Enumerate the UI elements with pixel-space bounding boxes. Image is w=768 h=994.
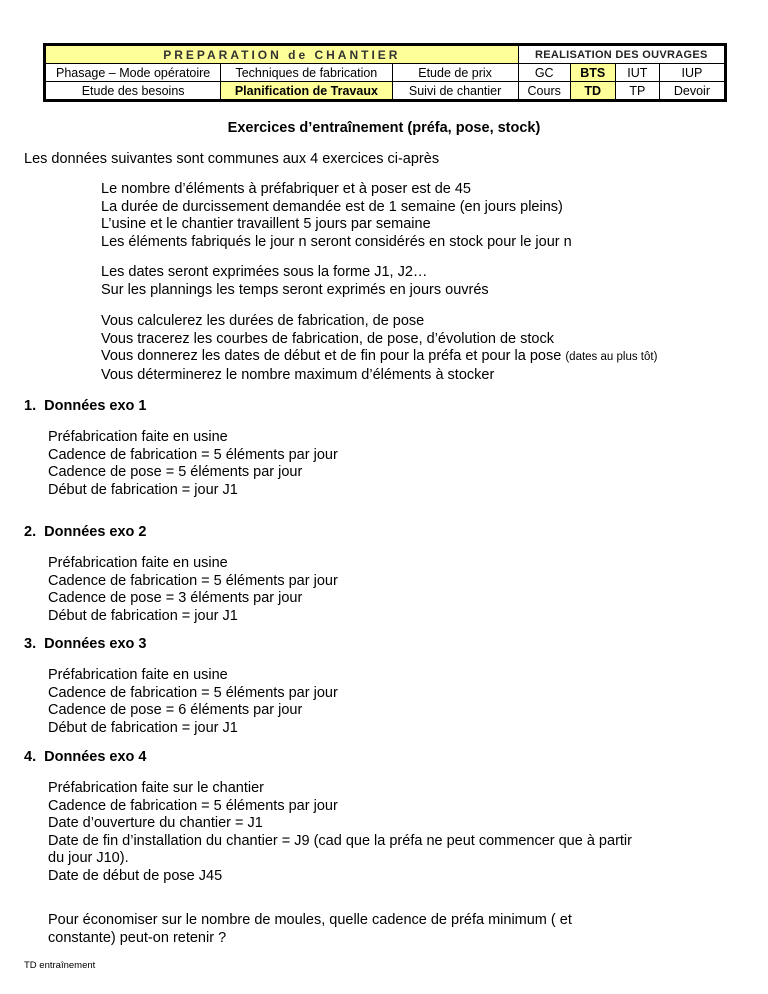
text-line: Les éléments fabriqués le jour n seront considérés en stock pour le jour n: [101, 233, 572, 250]
exo-4-question: Pour économiser sur le nombre de moules, quelle cadence de préfa minimum ( et constante) peut-on retenir ?: [48, 912, 572, 946]
cell: IUP: [659, 64, 725, 82]
prep-title: PREPARATION de CHANTIER: [45, 45, 519, 64]
exo-4-heading: 4. Données exo 4: [24, 749, 147, 765]
text-line: Vous tracerez les courbes de fabrication, de pose, d’évolution de stock: [101, 330, 554, 347]
text-line: Sur les plannings les temps seront exprimés en jours ouvrés: [101, 281, 489, 298]
text-line: Vous calculerez les durées de fabrication, de pose: [101, 313, 425, 329]
cell: Etude de prix: [392, 64, 518, 82]
text-line: Vous donnerez les dates de début et de fin pour la préfa et pour la pose: [101, 348, 562, 365]
text-line: Le nombre d’éléments à préfabriquer et à poser est de 45: [101, 181, 471, 197]
cell-selected: BTS: [570, 64, 615, 82]
page-title: Exercices d’entraînement (préfa, pose, stock): [227, 120, 541, 136]
cell: TP: [615, 82, 659, 101]
exo-3-heading: 3. Données exo 3: [24, 636, 147, 652]
footer: TD entraînement: [24, 960, 96, 971]
exo-1-data: Préfabrication faite en usine Cadence de fabrication = 5 éléments par jour Cadence de pose = 5 éléments par jour Début de fabrication = jour J1: [48, 429, 338, 498]
cell-selected: TD: [570, 82, 615, 101]
cell: Cours: [518, 82, 570, 101]
header-row-2: [45, 82, 726, 101]
cell: GC: [518, 64, 570, 82]
common-block-2: [101, 264, 489, 299]
text-line: L’usine et le chantier travaillent 5 jours par semaine: [101, 216, 431, 233]
cell-selected: Planification de Travaux: [221, 82, 392, 101]
cell: Phasage – Mode opératoire: [45, 64, 221, 82]
exo-1-heading: 1. Données exo 1: [24, 398, 147, 414]
header-row-1: [45, 64, 726, 82]
text-line: Vous déterminerez le nombre maximum d’éléments à stocker: [101, 366, 495, 383]
intro: Les données suivantes sont communes aux 4 exercices ci-après: [24, 151, 440, 167]
cell: IUT: [615, 64, 659, 82]
cell: Etude des besoins: [45, 82, 221, 101]
real-title: REALISATION DES OUVRAGES: [518, 45, 725, 64]
text-line: Les dates seront exprimées sous la forme J1, J2…: [101, 264, 428, 280]
exo-2-heading: 2. Données exo 2: [24, 524, 147, 540]
cell: Suivi de chantier: [392, 82, 518, 101]
text-line: La durée de durcissement demandée est de 1 semaine (en jours pleins): [101, 198, 563, 215]
note: (dates au plus tôt): [565, 351, 658, 364]
common-block-3: [101, 313, 657, 384]
common-block-1: [101, 181, 572, 251]
cell: Devoir: [659, 82, 725, 101]
exo-4-data: Préfabrication faite sur le chantier Cadence de fabrication = 5 éléments par jour Date d’ouverture du chantier = J1 Date de fin d’installation du chantier = J9 (cad que la préfa ne peut commencer que à partir du jour J10). Date de début de pose J45: [48, 780, 632, 884]
exo-3-data: Préfabrication faite en usine Cadence de fabrication = 5 éléments par jour Cadence de pose = 6 éléments par jour Début de fabrication = jour J1: [48, 667, 338, 736]
exo-2-data: Préfabrication faite en usine Cadence de fabrication = 5 éléments par jour Cadence de pose = 3 éléments par jour Début de fabrication = jour J1: [48, 555, 338, 624]
header-table: [43, 43, 727, 102]
cell: Techniques de fabrication: [221, 64, 392, 82]
